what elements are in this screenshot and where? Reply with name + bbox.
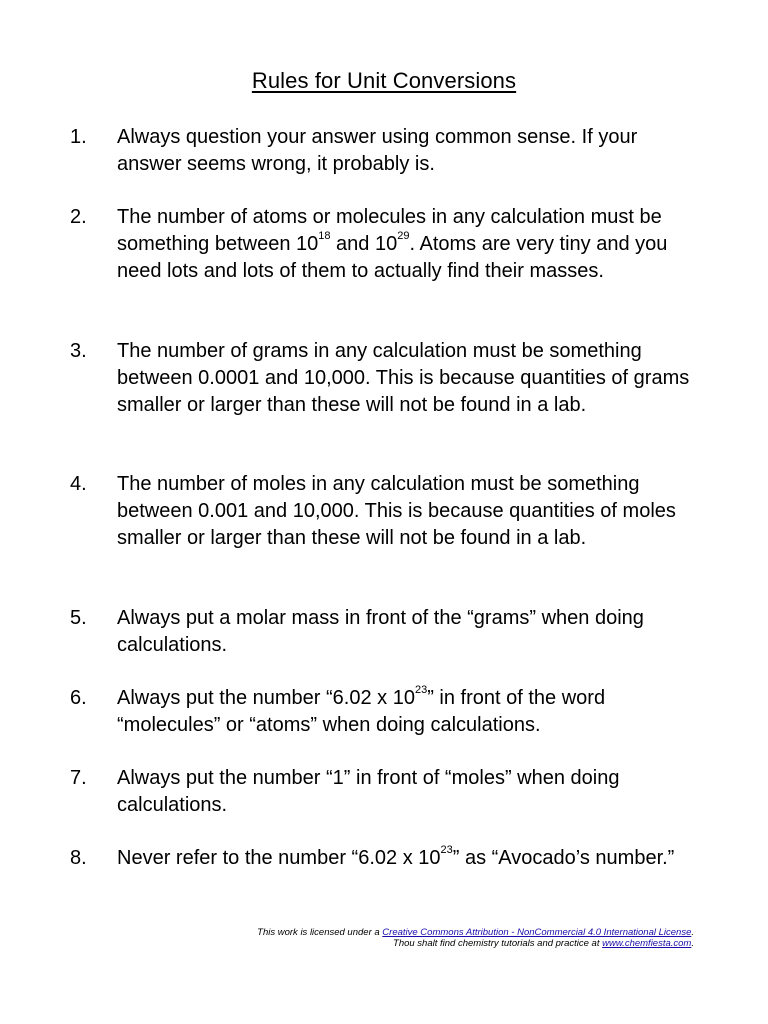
rule-number: 4. <box>70 473 87 495</box>
rule-item-1 <box>70 124 710 178</box>
rule-text-part: Never refer to the number “6.02 x 10 <box>117 847 441 869</box>
rule-number: 8. <box>70 847 87 869</box>
rule-text-part: ” as “Avocado’s number.” <box>452 847 675 869</box>
rule-item-3 <box>70 338 710 419</box>
website-line <box>257 938 694 949</box>
rule-item-6 <box>70 685 710 739</box>
rule-item-4 <box>70 471 710 552</box>
rule-text <box>117 845 707 872</box>
exponent: 29 <box>397 230 410 243</box>
website-prefix: Thou shalt find chemistry tutorials and practice at <box>393 938 603 949</box>
rule-text-part: ” in front of the word “molecules” or “atoms” when doing calculations. <box>117 687 606 736</box>
rule-number: 1. <box>70 126 87 148</box>
rule-number: 6. <box>70 687 87 709</box>
rule-text-part: The number of atoms or molecules in any calculation must be something between 10 <box>117 206 662 255</box>
rule-item-2 <box>70 204 710 285</box>
website-link[interactable]: www.chemfiesta.com <box>602 938 692 949</box>
rule-number: 2. <box>70 206 87 228</box>
license-suffix: . <box>691 927 694 938</box>
rule-text-part: . Atoms are very tiny and you need lots and lots of them to actually find their masses. <box>117 233 668 282</box>
rule-text: The number of moles in any calculation must be something between 0.001 and 10,000. This is because quantities of moles smaller or larger than these will not be found in a lab. <box>117 473 676 549</box>
license-footer <box>257 927 694 949</box>
rule-number: 5. <box>70 607 87 629</box>
rule-number: 7. <box>70 767 87 789</box>
rule-text <box>117 204 707 285</box>
rule-number: 3. <box>70 340 87 362</box>
rule-text-part: and 10 <box>330 233 398 255</box>
exponent: 23 <box>414 684 428 697</box>
rule-text: The number of grams in any calculation must be something between 0.0001 and 10,000. This is because quantities of grams smaller or larger than these will not be found in a lab. <box>117 340 690 416</box>
rule-text: Always put a molar mass in front of the “grams” when doing calculations. <box>117 607 644 656</box>
rule-text: Always question your answer using common sense. If your answer seems wrong, it probably is. <box>117 126 638 175</box>
license-prefix: This work is licensed under a <box>257 927 383 938</box>
exponent: 18 <box>318 230 331 243</box>
rule-item-8 <box>70 845 710 872</box>
rule-item-7 <box>70 765 710 819</box>
exponent: 23 <box>440 844 453 857</box>
rule-item-5 <box>70 605 710 659</box>
rule-text: Always put the number “1” in front of “moles” when doing calculations. <box>117 767 620 816</box>
page-title: Rules for Unit Conversions <box>251 68 517 93</box>
rule-text-part: Always put the number “6.02 x 10 <box>117 687 415 709</box>
rule-text <box>117 685 707 739</box>
license-link[interactable]: Creative Commons Attribution - NonCommercial 4.0 International License <box>382 927 692 938</box>
website-suffix: . <box>691 938 694 949</box>
license-line <box>257 927 694 938</box>
